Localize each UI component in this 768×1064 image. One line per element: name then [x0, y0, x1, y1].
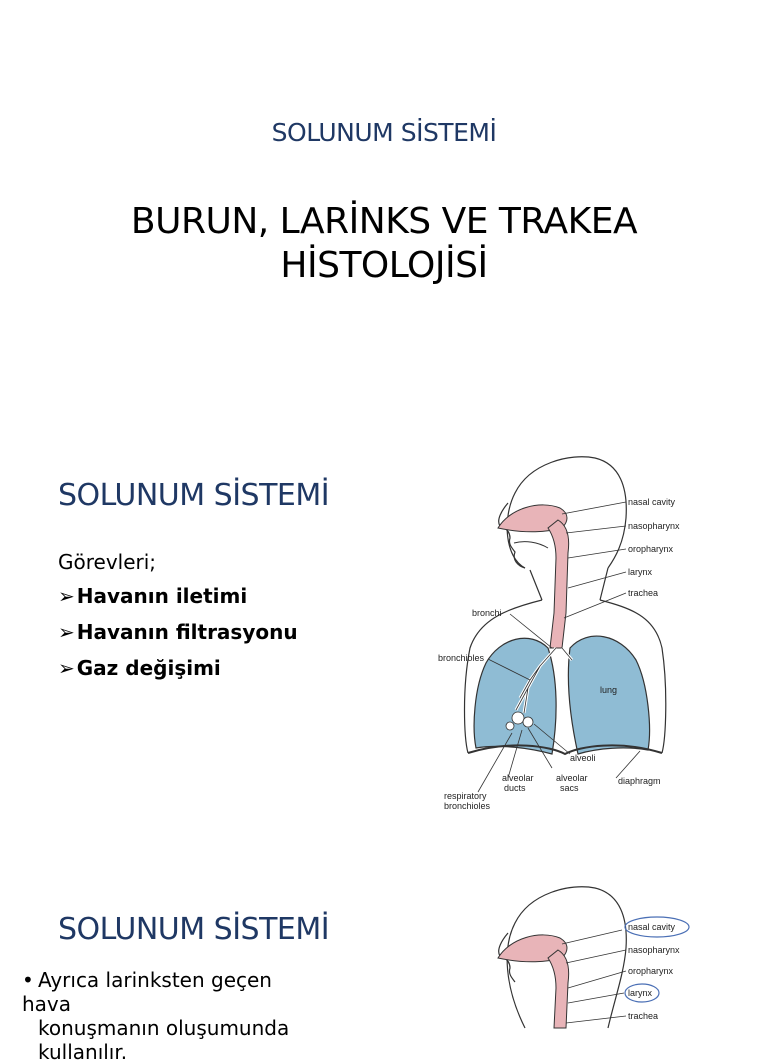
text-line-3: kullanılır. — [38, 1040, 128, 1064]
label-bronchi: bronchi — [472, 608, 502, 618]
neck-outline — [530, 568, 608, 600]
label-oropharynx: oropharynx — [628, 966, 674, 976]
alveoli-cluster — [512, 712, 524, 724]
label-nasopharynx: nasopharynx — [628, 521, 680, 531]
title-slide — [0, 0, 768, 410]
label-larynx: larynx — [628, 567, 653, 577]
list-item — [22, 968, 322, 1016]
label-trachea: trachea — [628, 588, 659, 598]
trachea-shape — [548, 520, 569, 648]
label-diaphragm: diaphragm — [618, 776, 661, 786]
title-line-2: HİSTOLOJİSİ — [280, 245, 488, 286]
label-alveolar-sacs-1: alveolar — [556, 773, 588, 783]
list-item — [58, 584, 298, 620]
slide-subtitle: SOLUNUM SİSTEMİ — [271, 118, 497, 147]
label-oropharynx: oropharynx — [628, 544, 674, 554]
list-item-label: Havanın iletimi — [76, 584, 248, 608]
body-text — [22, 968, 322, 1064]
label-alveolar-ducts-1: alveolar — [502, 773, 534, 783]
slide-main-title — [0, 200, 768, 288]
list-item-label: Gaz değişimi — [76, 656, 221, 680]
label-trachea: trachea — [628, 1011, 659, 1021]
label-alveolar-ducts-2: ducts — [504, 783, 526, 793]
list-item — [58, 620, 298, 656]
respiratory-system-diagram-highlighted — [430, 878, 720, 1028]
arrow-bullet-icon: ➢ — [58, 584, 75, 608]
label-lung: lung — [600, 685, 618, 695]
alveoli-cluster — [523, 717, 533, 727]
text-line-1: Ayrıca larinksten geçen hava — [22, 968, 272, 1016]
list-item — [58, 656, 298, 692]
label-bronchioles: bronchioles — [438, 653, 485, 663]
label-nasal-cavity: nasal cavity — [628, 922, 676, 932]
list-item-label: Havanın filtrasyonu — [76, 620, 298, 644]
label-larynx: larynx — [628, 988, 653, 998]
label-alveoli: alveoli — [570, 753, 596, 763]
section-title: SOLUNUM SİSTEMİ — [58, 912, 330, 947]
title-line-1: BURUN, LARİNKS VE TRAKEA — [130, 201, 638, 242]
respiratory-system-diagram — [430, 448, 720, 813]
label-respiratory-bronchioles-1: respiratory — [444, 791, 487, 801]
text-line-2: konuşmanın oluşumunda — [38, 1016, 290, 1040]
arrow-bullet-icon: ➢ — [58, 620, 75, 644]
label-respiratory-bronchioles-2: bronchioles — [444, 801, 491, 811]
functions-list — [58, 584, 298, 692]
arrow-bullet-icon: ➢ — [58, 656, 75, 680]
functions-intro: Görevleri; — [58, 550, 157, 574]
speech-slide — [0, 850, 768, 1064]
label-alveolar-sacs-2: sacs — [560, 783, 579, 793]
label-nasopharynx: nasopharynx — [628, 945, 680, 955]
label-nasal-cavity: nasal cavity — [628, 497, 676, 507]
alveoli-cluster — [506, 722, 514, 730]
right-lung — [568, 636, 649, 754]
mouth-outline — [514, 542, 548, 548]
trachea-shape — [548, 950, 569, 1028]
functions-slide — [0, 410, 768, 850]
section-title: SOLUNUM SİSTEMİ — [58, 478, 330, 513]
leader-lines — [562, 930, 626, 1023]
bullet-icon: • — [22, 968, 34, 992]
left-lung — [474, 638, 556, 754]
